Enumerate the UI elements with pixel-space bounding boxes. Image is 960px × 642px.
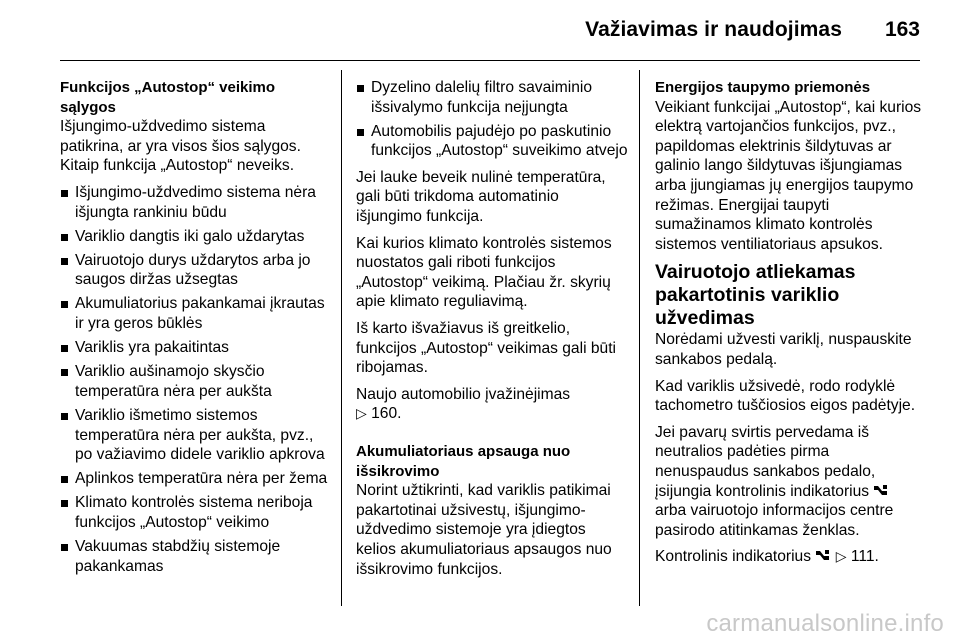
list-item: Dyzelino dalelių filtro savaiminio išsivalymo funkcija neįjungta: [356, 78, 628, 117]
battery-protection-text: Norint užtikrinti, kad variklis patikimai pakartotinai užsivestų, išjungimo-uždvedimo sistemoje yra įdiegtos kelios akumuliatoriaus apsaugos nuo išsikrovimo funkcijos.: [356, 482, 612, 578]
list-item: Variklio aušinamojo skysčio temperatūra nėra per aukšta: [60, 362, 332, 401]
indicator-note-text: Jei pavarų svirtis pervedama iš neutralios padėties pirma nenuspaudus sankabos pedalo, įsijungia kontrolinis indikatorius: [655, 423, 876, 500]
restart-confirmation: Kad variklis užsivedė, rodo rodyklė tachometro tuščiosios eigos padėtyje.: [655, 377, 916, 415]
conditions-intro: Išjungimo-uždvedimo sistema patikrina, ar yra visos šios sąlygos. Kitaip funkcija „Autostop“ neveiks.: [60, 118, 301, 175]
indicator-note: [655, 423, 923, 541]
list-item: Variklio išmetimo sistemos temperatūra nėra per aukšta, pvz., po važiavimo didele variklio apkrova: [60, 406, 332, 465]
driver-restart-heading: Vairuotojo atliekamas pakartotinis variklio užvedimas: [655, 261, 856, 330]
list-item: Automobilis pajudėjo po paskutinio funkcijos „Autostop“ suveikimo atvejo: [356, 122, 628, 161]
break-in-text: Naujo automobilio įvažinėjimas: [356, 385, 571, 403]
indicator-note-text-continued: arba vairuotojo informacijos centre pasirodo atitinkamas ženklas.: [655, 502, 894, 539]
eco-indicator-icon: [873, 484, 889, 498]
page-number: 163: [884, 18, 920, 41]
watermark: carmanualsonline.info: [706, 610, 944, 637]
climate-control-note: Kai kurios klimato kontrolės sistemos nuostatos gali riboti funkcijos „Autostop“ veikimą. Plačiau žr. skyrių apie klimato reguliavimą.: [356, 234, 612, 311]
energy-saving-heading: Energijos taupymo priemonės: [655, 79, 871, 96]
arrow-reference-icon: ▷: [356, 405, 367, 422]
list-item: Vairuotojo durys uždarytos arba jo saugos diržas užsegtas: [60, 251, 332, 290]
list-item: Akumuliatorius pakankamai įkrautas ir yra geros būklės: [60, 294, 332, 333]
page-reference[interactable]: 111.: [850, 548, 879, 566]
page-reference[interactable]: 160.: [371, 405, 402, 423]
cold-temperature-note: Jei lauke beveik nulinė temperatūra, gali būti trikdoma automatinio išjungimo funkcija.: [356, 168, 606, 226]
header-divider: [60, 60, 920, 61]
indicator-reference: [655, 547, 923, 567]
list-item: Vakuumas stabdžių sistemoje pakankamas: [60, 537, 332, 576]
page-header: [0, 0, 960, 62]
restart-instruction: Norėdami užvesti variklį, nuspauskite sankabos pedalą.: [655, 331, 912, 368]
column-1: [60, 78, 332, 583]
list-item: Aplinkos temperatūra nėra per žema: [60, 469, 332, 489]
page-header-title: Važiavimas ir naudojimas: [585, 18, 842, 41]
list-item: Klimato kontrolės sistema neriboja funkcijos „Autostop“ veikimo: [60, 493, 332, 532]
list-item: Išjungimo-uždvedimo sistema nėra išjungta rankiniu būdu: [60, 183, 332, 222]
list-item: Variklio dangtis iki galo uždarytas: [60, 227, 332, 247]
eco-indicator-icon: [815, 549, 831, 563]
energy-saving-text: Veikiant funkcijai „Autostop“, kai kurios elektrą vartojančios funkcijos, pvz., papildomas elektrinis šildytuvas ar galinio lango šildytuvas išjungiamas arba įjungiamas jų energijos taupymo režimas. Energijai taupyti sumažinamos klimato kontrolės sistemos ventiliatoriaus apsukos.: [655, 98, 922, 253]
column-3: [655, 78, 923, 574]
highway-exit-note: Iš karto išvažiavus iš greitkelio, funkcijos „Autostop“ veikimas gali būti ribojamas.: [356, 320, 617, 377]
battery-protection-heading: Akumuliatoriaus apsauga nuo išsikrovimo: [356, 443, 571, 480]
break-in-note: [356, 385, 628, 424]
arrow-reference-icon: ▷: [835, 548, 847, 565]
list-item: Variklis yra pakaitintas: [60, 338, 332, 358]
column-divider-1: [341, 70, 342, 606]
column-2: [356, 78, 628, 586]
indicator-reference-text: Kontrolinis indikatorius: [655, 548, 812, 566]
conditions-heading: Funkcijos „Autostop“ veikimo sąlygos: [60, 79, 276, 116]
column-divider-2: [639, 70, 640, 606]
conditions-list: [60, 183, 332, 576]
conditions-list-continued: [356, 78, 628, 161]
